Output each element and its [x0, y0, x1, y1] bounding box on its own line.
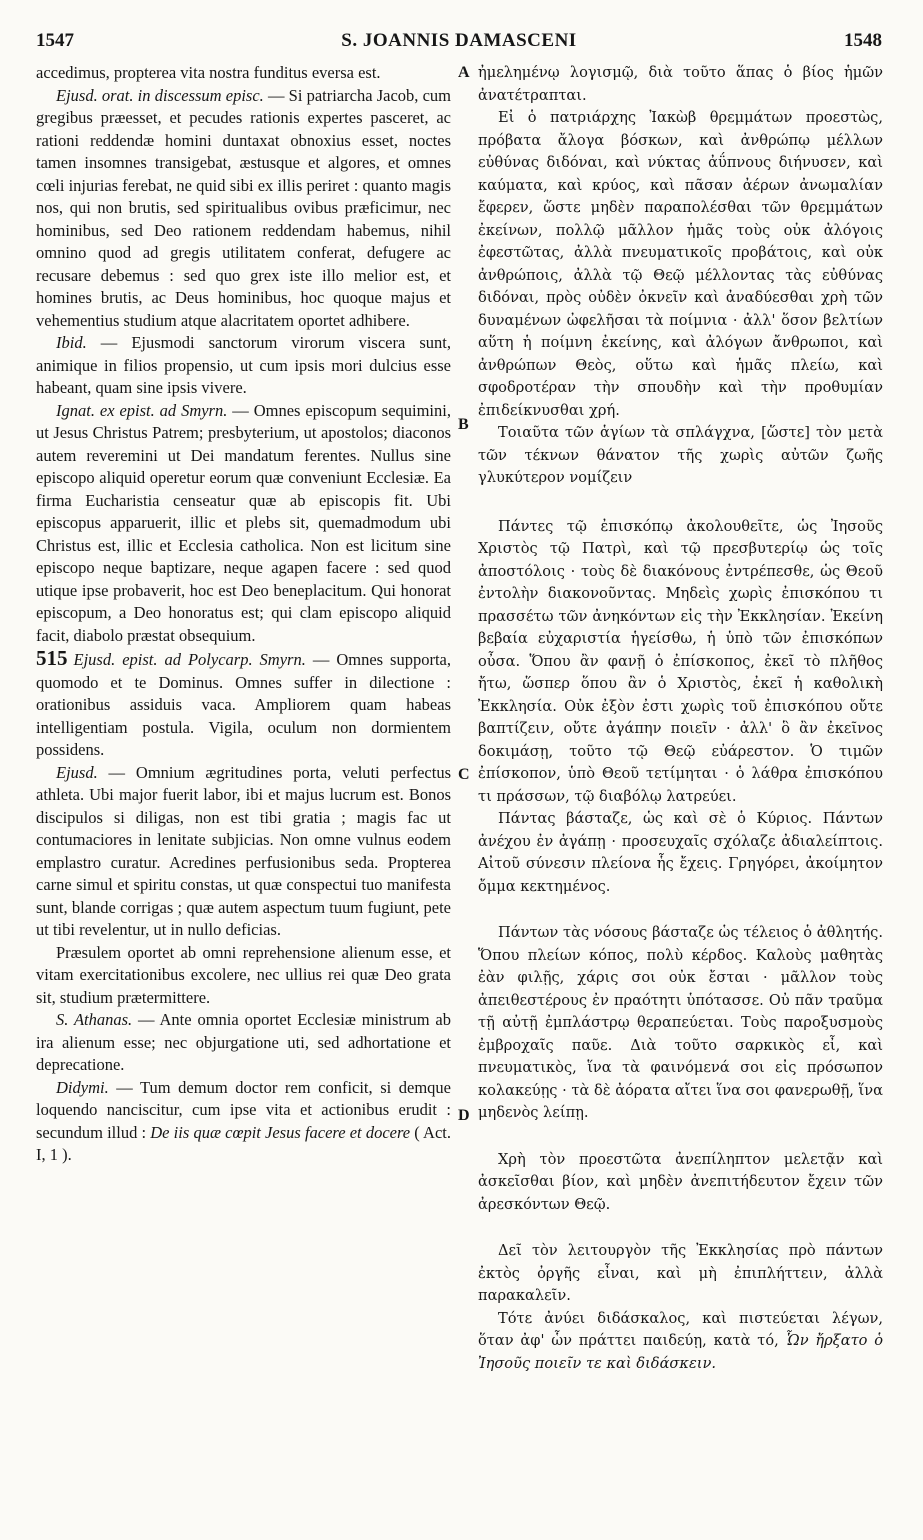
latin-column [36, 62, 451, 1167]
latin-paragraph-1 [36, 85, 451, 333]
greek-paragraph-5: Πάντων τὰς νόσους βάσταζε ὡς τέλειος ὁ ἀθλητής. Ὅπου πλείων κόπος, πολὺ κέρδος. Καλοὺς μαθητὰς ἐὰν φιλῇς, χάρις σοι οὐκ ἔσται · μᾶλλον τοὺς ἀπειθεστέρους ἐν πραότητι ὑπότασσε. Οὐ πᾶν τραῦμα τῇ αὐτῇ ἐμπλάστρῳ θεραπεύεται. Τοὺς παροξυσμοὺς ἐμβροχαῖς παῦε. Διὰ τοῦτο σαρκικὸς εἶ, καὶ πνευματικὸς, ἵνα τὰ φαινόμενά σοι εἰς πρόσωπον κολακεύῃς · τὰ δὲ ἀόρατα αἴτει ἵνα σοι φανερωθῇ, ἵνα μηδενὸς λείπῃ. [478, 924, 883, 1121]
scripture-quote: Ὧν ἤρξατο ὁ Ἰησοῦς ποιεῖν τε καὶ διδάσκειν. [478, 1332, 883, 1372]
latin-paragraph-2 [36, 332, 451, 400]
greek-paragraph-1: Εἰ ὁ πατριάρχης Ἰακὼβ θρεμμάτων προεστὼς, πρόβατα ἄλογα βόσκων, καὶ ἀνθρώπῳ μέλλων εὐθύνας διδόναι, καὶ νύκτας ἀΰπνους διήνυσεν, καὶ καύματα, καὶ κρύος, καὶ πᾶσαν ἀέρων ἀνωμαλίαν ἔφερεν, ὥστε μηδὲν παραπολέσθαι τῶν θρεμμάτων ἐκείνων, πολλῷ μᾶλλον ἡμᾶς τοὺς οὐκ ἀλόγοις ἐφεστῶτας, ἀλλὰ πνευματικοῖς προβάτοις, καὶ οὐκ ἀνθρώποις, ἀλλὰ τῷ Θεῷ μέλλοντας τὰς εὐθύνας διδόναι, πρὸς οὐδὲν ὀκνεῖν καὶ ἀναδύεσθαι χρὴ τῶν δυναμένων ὠφελῆσαι τὰ ποίμνια · ἀλλ' ὅσον βελτίων αὕτη ἡ ποίμνη ἐκείνης, καὶ ἀλόγων ἄνθρωποι, καὶ ἀνθρώπων Θεὸς, οὕτω καὶ ἡμᾶς πλείω, καὶ σφοδροτέραν τὴν σπουδὴν καὶ τὴν προθυμίαν ἐπιδείκνυσθαι χρή. [478, 109, 883, 419]
running-title: S. JOANNIS DAMASCENI [341, 30, 577, 51]
latin-text: — Ante omnia oportet Ecclesiæ ministrum ab ira alienum esse; nec objurgatione uti, sed adhortatione et deprecatione. [36, 1010, 451, 1074]
spacer [478, 1216, 883, 1240]
spacer [478, 490, 883, 516]
greek-paragraph-7: Δεῖ τὸν λειτουργὸν τῆς Ἐκκλησίας πρὸ πάντων ἐκτὸς ὀργῆς εἶναι, καὶ μὴ ἐπιπλήττειν, ἀλλὰ παρακαλεῖν. [478, 1242, 883, 1304]
source-citation: Didymi. [56, 1077, 109, 1097]
latin-paragraph-4 [36, 647, 451, 762]
greek-paragraph-8 [478, 1308, 883, 1376]
latin-text: — Si patriarcha Jacob, cum gregibus præesset, et pecudes rationis expertes pasceret, ac rationi reddendæ homini duntaxat obnoxius esset, noctes tamen insomnes transigebat, æstusque et algores, et omnes cœli injurias ferebat, ne quid sibi ex illis periret : quanto magis nos, qui non brutis, sed spiritualibus ovibus præficimur, nec hominibus, sed Deo rationem reddendam habemus, nihil omnino quod ad gregis utilitatem conferat, defugere ac recusare debemus : sed quo grex iste illo melior est, et homines brutis, ac Deus hominibus, hoc quoque majus et vehementius studium atque alacritatem oportet adhibere. [36, 85, 451, 330]
source-citation: Ejusd. [56, 762, 98, 782]
page-header [36, 30, 882, 58]
latin-paragraph-0: accedimus, propterea vita nostra funditus eversa est. [36, 63, 381, 82]
latin-paragraph-3 [36, 400, 451, 648]
latin-text: — Omnes episcopum sequimini, ut Jesus Christus Patrem; presbyterium, ut apostolos; diaconos autem reveremini ut Dei mandatum ferentes. Nullus sine episcopo aliquid operetur eorum quæ conveniunt Ecclesiæ. Ea firma Eucharistia censeatur quæ ab episcopis fit. Ubi episcopus apparuerit, illic et plebs sit, quemadmodum ubi Christus est, illic et Ecclesia catholica. Non est licitum sine episcopo neque baptizare, neque agapen facere : sed quod utique ipse probaverit, hoc est Deo beneplacitum. Qui honorat episcopum, a Deo honoratus est; qui clam episcopo aliquid facit, diabolo præstat obsequium. [36, 400, 451, 645]
latin-paragraph-5 [36, 762, 451, 942]
spacer [478, 1125, 883, 1149]
greek-paragraph-2: Τοιαῦτα τῶν ἁγίων τὰ σπλάγχνα, [ὥστε] τὸν μετὰ τῶν τέκνων θάνατον τῆς χωρὶς αὐτῶν ζωῆς γλυκύτερον νομίζειν [478, 424, 883, 486]
scripture-quote: De iis quæ cœpit Jesus facere et docere [150, 1122, 411, 1142]
page-number-left: 1547 [36, 30, 74, 51]
column-number: 515 [36, 646, 68, 670]
margin-marker-d: D [458, 1107, 470, 1124]
greek-text: Τότε ἀνύει διδάσκαλος, καὶ πιστεύεται λέγων, ὅταν ἀφ' ὧν πράττει παιδεύῃ, κατὰ τό, [478, 1309, 883, 1349]
source-citation: Ignat. ex epist. ad Smyrn. [56, 400, 228, 420]
page-number-right: 1548 [844, 30, 882, 51]
greek-column [478, 62, 883, 1375]
latin-paragraph-7 [36, 1009, 451, 1077]
latin-text: — Ejusmodi sanctorum virorum viscera sunt, animique in filios propensio, ut cum ipsis mori dulcius esse habeant, quam sine ipsis vivere. [36, 333, 451, 397]
greek-paragraph-0: ἠμελημένῳ λογισμῷ, διὰ τοῦτο ἅπας ὁ βίος ἡμῶν ἀνατέτραπται. [478, 64, 883, 104]
source-citation: Ibid. [56, 333, 87, 352]
greek-paragraph-6: Χρὴ τὸν προεστῶτα ἀνεπίληπτον μελετᾷν καὶ ἀσκεῖσθαι βίον, καὶ μηδὲν ἀνεπιτήδευτον ἔχειν τῶν ἀρεσκόντων Θεῷ. [478, 1150, 883, 1213]
latin-paragraph-8 [36, 1077, 451, 1167]
margin-marker-a: A [458, 64, 470, 81]
source-citation: Ejusd. orat. in discessum episc. [56, 85, 264, 105]
source-citation: Ejusd. epist. ad Polycarp. Smyrn. [73, 650, 306, 669]
latin-paragraph-6: Præsulem oportet ab omni reprehensione alienum esse, et vitam exercitationibus excolere, nec ullius rei quæ Deo grata sit, studium prætermittere. [36, 942, 451, 1007]
latin-text: — Omnes supporta, quomodo et te Dominus. Omnes suffer in dilectione : orationibus assiduis vaca. Ampliorem quam habeas intelligentiam postula. Vigila, oculum non dormientem possidens. [36, 650, 451, 759]
margin-marker-c: C [458, 766, 470, 783]
spacer [478, 898, 883, 922]
scripture-reference: ( Act. I, 1 ). [36, 1122, 451, 1164]
margin-marker-b: B [458, 416, 469, 433]
latin-text: — Tum demum doctor rem conficit, si demque loquendo nanciscitur, cum ipse vita et actionibus erudit : secundum illud : [36, 1077, 451, 1142]
latin-text: — Omnium ægritudines porta, veluti perfectus athleta. Ubi major fuerit labor, ibi et majus lucrum est. Bonos discipulos si diligas, non est tibi gratia ; magis fac ut contumaciores in lenitate subjicias. Non omne vulnus eodem emplastro curatur. Acredines perfusionibus seda. Propterea carne simul et spiritu constas, ut quæ conspectui tuo manifesta sunt, blande corrigas ; quæ autem aspectum tuum fugiunt, pete ut tibi revelentur, ut in nullo deficias. [36, 762, 451, 939]
greek-paragraph-3: Πάντες τῷ ἐπισκόπῳ ἀκολουθεῖτε, ὡς Ἰησοῦς Χριστὸς τῷ Πατρὶ, καὶ τῷ πρεσβυτερίῳ ὡς τοῖς ἀποστόλοις · τοὺς δὲ διακόνους ἐντρέπεσθε, ὡς Θεοῦ ἐντολὴν διακονοῦντας. Μηδεὶς χωρὶς ἐπισκόπου τι πρασσέτω τῶν ἀνηκόντων εἰς τὴν Ἐκκλησίαν. Ἐκείνη βεβαία εὐχαριστία ἡγείσθω, ἡ ὑπὸ τῶν ἐπισκόπων οὖσα. Ὅπου ἂν φανῇ ὁ ἐπίσκοπος, ἐκεῖ τὸ πλῆθος ἤτω, ὥσπερ ὅπου ἂν ὁ Χριστὸς, ἐκεῖ ἡ καθολικὴ Ἐκκλησία. Οὐκ ἐξὸν ἐστι χωρὶς τοῦ ἐπισκόπου οὔτε βαπτίζειν, οὔτε ἀγάπην ποιεῖν · ἀλλ' ὃ ἂν ἐκεῖνος δοκιμάσῃ, τοῦτο τῷ Θεῷ εὐάρεστον. Ὁ τιμῶν ἐπίσκοπον, ὑπὸ Θεοῦ τετίμηται · ὁ λάθρα ἐπισκόπου τι πράσσων, τῷ διαβόλῳ λατρεύει. [478, 517, 883, 805]
source-citation: S. Athanas. [56, 1010, 133, 1029]
greek-paragraph-4: Πάντας βάσταζε, ὡς καὶ σὲ ὁ Κύριος. Πάντων ἀνέχου ἐν ἀγάπῃ · προσευχαῖς σχόλαζε ἀδιαλείπτοις. Αἰτοῦ σύνεσιν πλείονα ἧς ἔχεις. Γρηγόρει, ἀκοίμητον ὄμμα κεκτημένος. [478, 810, 883, 895]
